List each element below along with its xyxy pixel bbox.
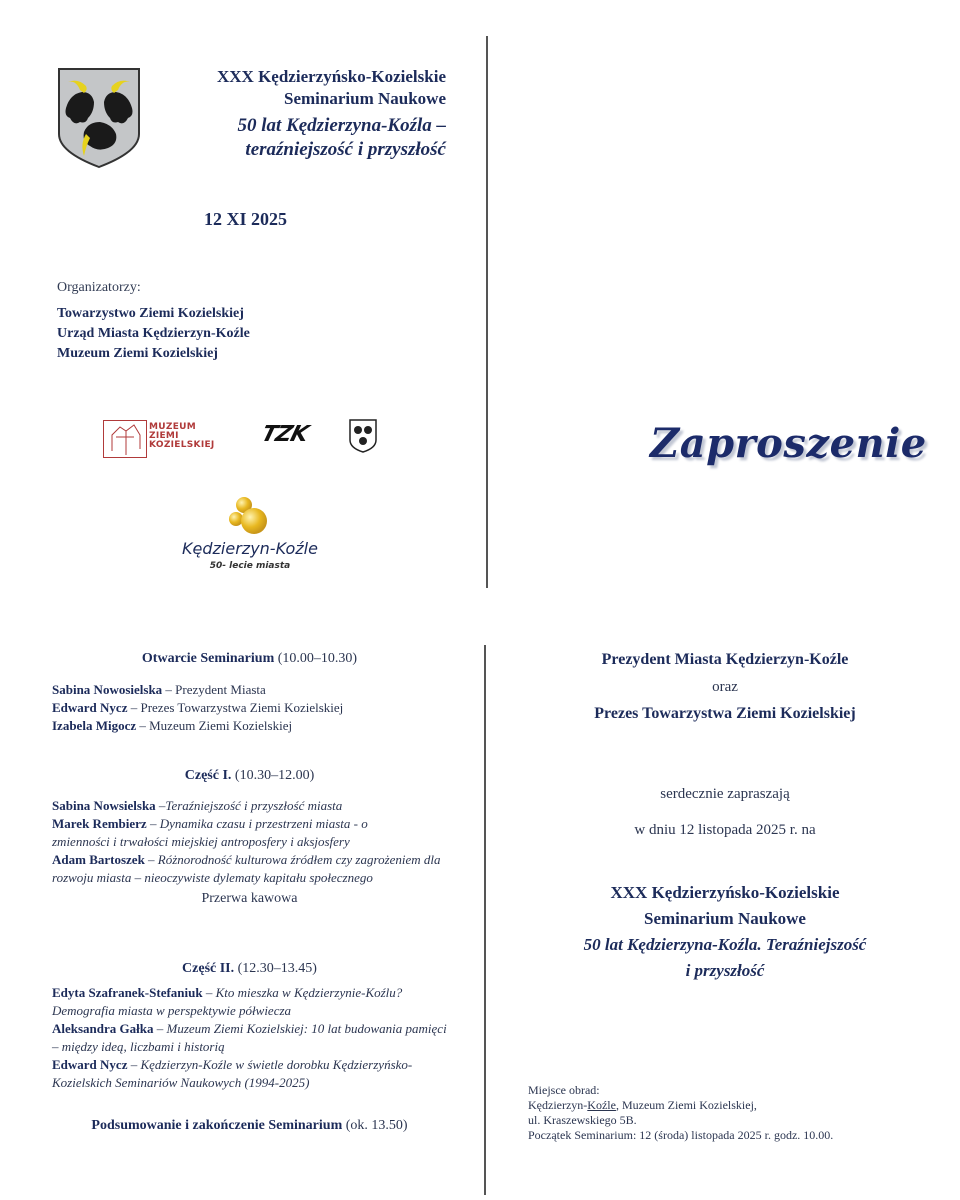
muzeum-ziemi-kozielskiej-logo bbox=[103, 420, 223, 460]
venue-city: Kędzierzyn- bbox=[528, 1098, 588, 1112]
talk-topic: Teraźniejszość i przyszłość miasta bbox=[165, 798, 343, 813]
program-part1 bbox=[52, 767, 447, 908]
golden-bubbles-icon bbox=[222, 495, 278, 539]
talk-topic: Różnorodność kulturowa źródłem czy zagrożeniem dla rozwoju miasta – nieoczywiste dylematy kapitału społecznego bbox=[52, 852, 441, 885]
invite-date: w dniu 12 listopada 2025 r. na bbox=[634, 822, 816, 838]
talk-topic: Muzeum Ziemi Kozielskiej: 10 lat budowania pamięci – między ideą, liczbami i historią bbox=[52, 1021, 447, 1054]
part2-time: (12.30–13.45) bbox=[237, 961, 317, 976]
speaker-role: Prezes Towarzystwa Ziemi Kozielskiej bbox=[140, 700, 344, 715]
museum-logo-line: MUZEUM bbox=[149, 422, 197, 432]
seminar-title-line1: XXX Kędzierzyńsko-Kozielskie bbox=[217, 67, 446, 86]
venue-address bbox=[528, 1098, 833, 1113]
city-coat-of-arms bbox=[56, 66, 142, 170]
talk-row bbox=[52, 851, 442, 887]
talk-row bbox=[52, 1056, 437, 1092]
organizer-item: Towarzystwo Ziemi Kozielskiej bbox=[57, 306, 244, 321]
host-2: Prezes Towarzystwa Ziemi Kozielskiej bbox=[594, 705, 856, 722]
tzk-logo-text: TZK bbox=[258, 422, 311, 447]
speaker-name: Aleksandra Gałka bbox=[52, 1021, 154, 1036]
talk-topic: Kędzierzyn-Koźle w świetle dorobku Kędzierzyńsko-Kozielskich Seminariów Naukowych (1994-2025) bbox=[52, 1057, 413, 1090]
separator: – bbox=[146, 816, 160, 831]
organizer-item: Muzeum Ziemi Kozielskiej bbox=[57, 346, 218, 361]
host-conjunction: oraz bbox=[712, 679, 738, 695]
separator: – bbox=[127, 700, 141, 715]
tzk-logo bbox=[258, 416, 380, 456]
speaker-role: Muzeum Ziemi Kozielskiej bbox=[149, 718, 293, 733]
closing-title: Podsumowanie i zakończenie Seminarium bbox=[91, 1118, 343, 1133]
organizer-item: Urząd Miasta Kędzierzyn-Koźle bbox=[57, 326, 250, 341]
speaker-row bbox=[52, 681, 447, 699]
separator: – bbox=[153, 1021, 167, 1036]
tzk-crest-icon bbox=[348, 418, 378, 454]
bottom-fold-divider bbox=[484, 645, 486, 1195]
city-logo-name: Kędzierzyn-Koźle bbox=[182, 539, 318, 558]
venue-label: Miejsce obrad: bbox=[528, 1083, 600, 1097]
event-line-4: i przyszłość bbox=[685, 961, 765, 980]
opening-header bbox=[52, 650, 447, 668]
separator: – bbox=[127, 1057, 141, 1072]
city-logo-anniversary: 50- lecie miasta bbox=[209, 561, 291, 571]
talk-row bbox=[52, 984, 447, 1020]
speaker-row bbox=[52, 699, 447, 717]
speaker-name: Marek Rembierz bbox=[52, 816, 147, 831]
invitation-hosts bbox=[505, 650, 945, 724]
top-fold-divider bbox=[486, 36, 488, 588]
seminar-title-line2: Seminarium Naukowe bbox=[284, 89, 446, 108]
venue-place: , Muzeum Ziemi Kozielskiej, bbox=[615, 1098, 757, 1112]
program-closing bbox=[52, 1117, 447, 1135]
opening-speakers bbox=[52, 681, 447, 735]
part2-talks bbox=[52, 984, 447, 1092]
invitation-heading: Zaproszenie bbox=[650, 420, 927, 467]
opening-time: (10.00–10.30) bbox=[277, 651, 358, 666]
speaker-row bbox=[52, 717, 447, 735]
seminar-start: Początek Seminarium: 12 (środa) listopada 2025 r. godz. 10.00. bbox=[528, 1128, 834, 1142]
part1-talks bbox=[52, 797, 447, 887]
invitation-event bbox=[505, 880, 945, 984]
museum-logo-text bbox=[149, 423, 215, 450]
speaker-name: Sabina Nowosielska bbox=[52, 682, 163, 697]
talk-row bbox=[52, 1020, 447, 1056]
program-part2 bbox=[52, 960, 447, 1092]
coffee-break: Przerwa kawowa bbox=[201, 891, 298, 906]
talk-row bbox=[52, 797, 447, 815]
organizers-label: Organizatorzy: bbox=[57, 280, 141, 295]
closing-header bbox=[52, 1117, 447, 1135]
speaker-name: Edyta Szafranek-Stefaniuk bbox=[52, 985, 203, 1000]
separator: – bbox=[162, 682, 176, 697]
seminar-date: 12 XI 2025 bbox=[204, 209, 288, 229]
separator: – bbox=[144, 852, 158, 867]
speaker-name: Sabina Nowsielska bbox=[52, 798, 156, 813]
separator: – bbox=[155, 798, 166, 813]
speaker-name: Edward Nycz bbox=[52, 1057, 128, 1072]
museum-building-icon bbox=[103, 420, 147, 458]
separator: – bbox=[136, 718, 150, 733]
part1-time: (10.30–12.00) bbox=[234, 768, 315, 783]
venue-info bbox=[528, 1083, 833, 1143]
museum-logo-line: KOZIELSKIEJ bbox=[149, 440, 215, 450]
part1-title: Część I. bbox=[184, 768, 232, 783]
opening-title: Otwarcie Seminarium bbox=[141, 651, 275, 666]
speaker-name: Izabela Migocz bbox=[52, 718, 137, 733]
part2-header bbox=[52, 960, 447, 978]
organizers-list bbox=[57, 304, 250, 364]
invitation-text bbox=[505, 785, 945, 839]
seminar-subtitle-line2: teraźniejszość i przyszłość bbox=[245, 139, 446, 160]
museum-logo-line: ZIEMI bbox=[149, 431, 179, 441]
talk-topic: Dynamika czasu i przestrzeni miasta - o zmienności i trwałości miejskiej antroposfery i aksjosfery bbox=[52, 816, 368, 849]
event-line-3: 50 lat Kędzierzyna-Koźla. Teraźniejszość bbox=[583, 935, 867, 954]
host-1: Prezydent Miasta Kędzierzyn-Koźle bbox=[601, 651, 849, 668]
part2-title: Część II. bbox=[182, 961, 235, 976]
seminar-title-block bbox=[150, 66, 446, 162]
seminar-subtitle-line1: 50 lat Kędzierzyna-Koźla – bbox=[237, 115, 446, 136]
kedzierzyn-kozle-50-logo bbox=[170, 495, 330, 580]
talk-topic: Kto mieszka w Kędzierzynie-Koźlu? Demografia miasta w perspektywie półwiecza bbox=[52, 985, 403, 1018]
talk-row bbox=[52, 815, 402, 851]
program-opening bbox=[52, 650, 447, 735]
speaker-name: Edward Nycz bbox=[52, 700, 128, 715]
venue-street: ul. Kraszewskiego 5B. bbox=[528, 1113, 637, 1127]
invite-phrase: serdecznie zapraszają bbox=[660, 786, 790, 802]
part1-header bbox=[52, 767, 447, 785]
venue-city-underlined: Koźle bbox=[587, 1098, 616, 1112]
speaker-role: Prezydent Miasta bbox=[175, 682, 266, 697]
event-line-1: XXX Kędzierzyńsko-Kozielskie bbox=[610, 883, 840, 902]
event-line-2: Seminarium Naukowe bbox=[644, 909, 806, 928]
speaker-name: Adam Bartoszek bbox=[52, 852, 145, 867]
separator: – bbox=[202, 985, 216, 1000]
closing-time: (ok. 13.50) bbox=[345, 1118, 408, 1133]
